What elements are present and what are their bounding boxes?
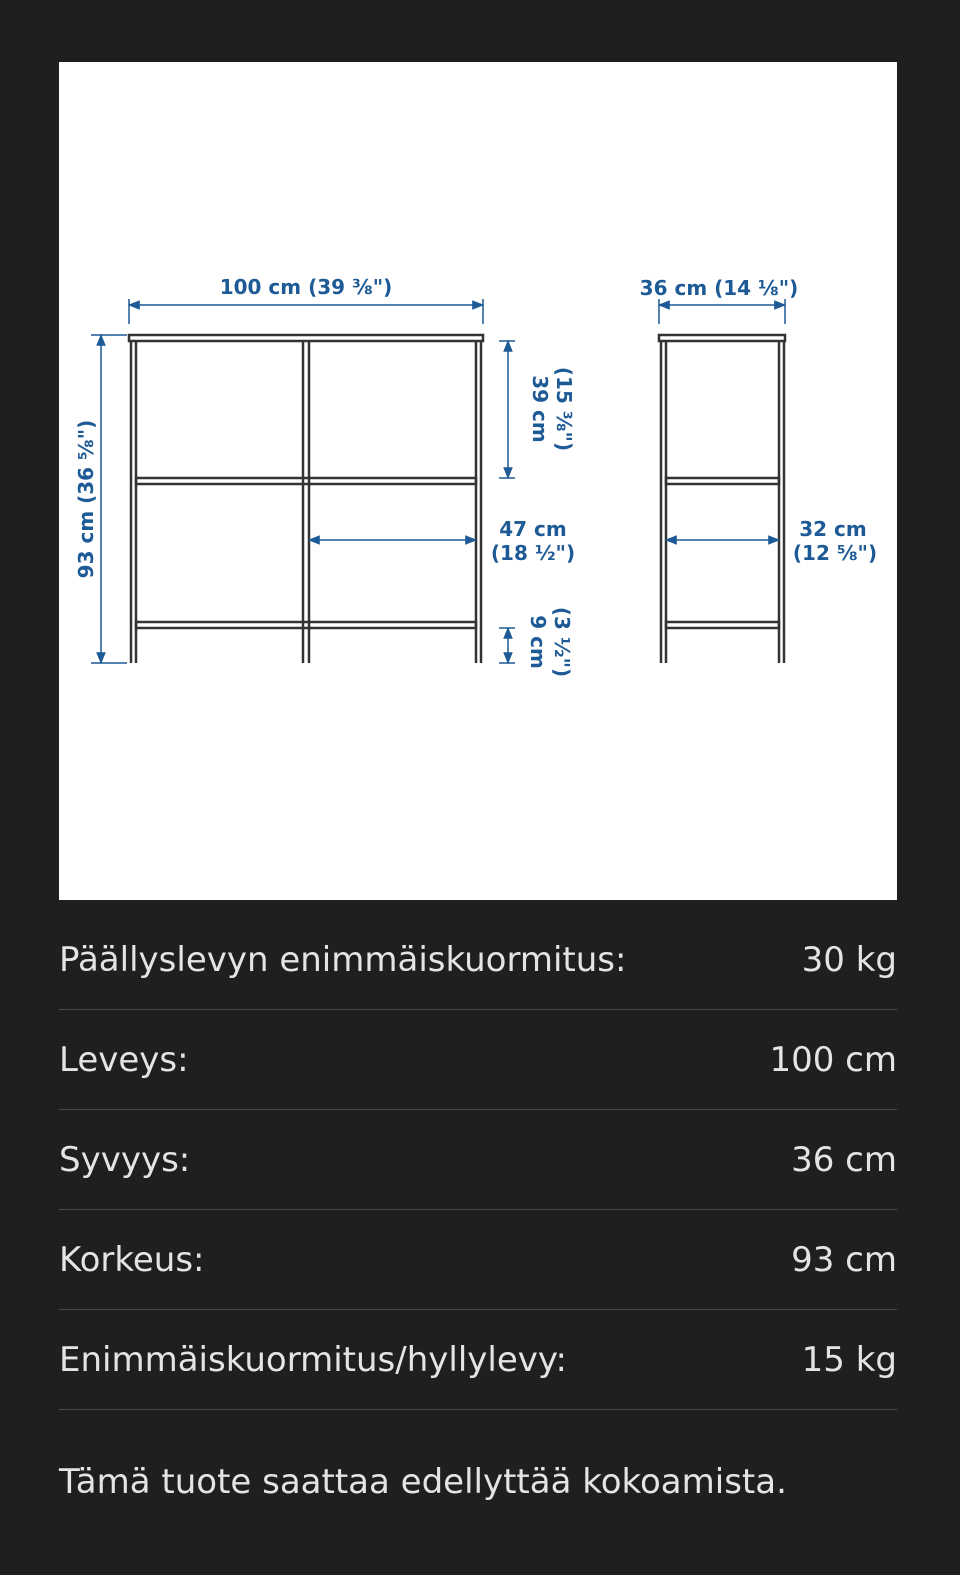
front-view-shelf	[129, 335, 483, 663]
spec-row-top-load	[59, 910, 897, 1010]
dimension-diagram	[59, 62, 897, 900]
bottom-gap-label-cm: 9 cm	[526, 615, 550, 669]
spec-value: 93 cm	[791, 1239, 897, 1280]
spec-value: 36 cm	[791, 1139, 897, 1180]
side-view-shelf	[659, 335, 785, 663]
spec-label: Leveys:	[59, 1039, 189, 1080]
spec-label: Korkeus:	[59, 1239, 205, 1280]
spec-label: Enimmäiskuormitus/hyllylevy:	[59, 1339, 567, 1380]
spec-row-shelf-load	[59, 1310, 897, 1410]
spec-label: Syvyys:	[59, 1139, 191, 1180]
product-dimension-drawing	[59, 62, 897, 900]
top-compartment-label-in: (15 ⅜")	[552, 366, 576, 452]
assembly-note: Tämä tuote saattaa edellyttää kokoamista.	[59, 1462, 787, 1502]
top-compartment-label-cm: 39 cm	[528, 375, 552, 443]
inner-depth-label-in: (12 ⅝")	[792, 541, 878, 565]
side-depth-label: 36 cm (14 ⅛")	[639, 276, 799, 300]
spec-row-height	[59, 1210, 897, 1310]
spec-row-depth	[59, 1110, 897, 1210]
spec-value: 15 kg	[801, 1339, 897, 1380]
inner-depth-label-cm: 32 cm	[799, 517, 867, 541]
inner-width-label-in: (18 ½")	[490, 541, 576, 565]
spec-row-width	[59, 1010, 897, 1110]
spec-value: 30 kg	[801, 939, 897, 980]
front-width-label: 100 cm (39 ⅜")	[219, 275, 393, 299]
spec-label: Päällyslevyn enimmäiskuormitus:	[59, 939, 627, 980]
spec-value: 100 cm	[769, 1039, 897, 1080]
height-label: 93 cm (36 ⅝")	[74, 419, 98, 579]
bottom-gap-label-in: (3 ½")	[550, 606, 574, 678]
product-specifications	[59, 910, 897, 1410]
inner-width-label-cm: 47 cm	[499, 517, 567, 541]
